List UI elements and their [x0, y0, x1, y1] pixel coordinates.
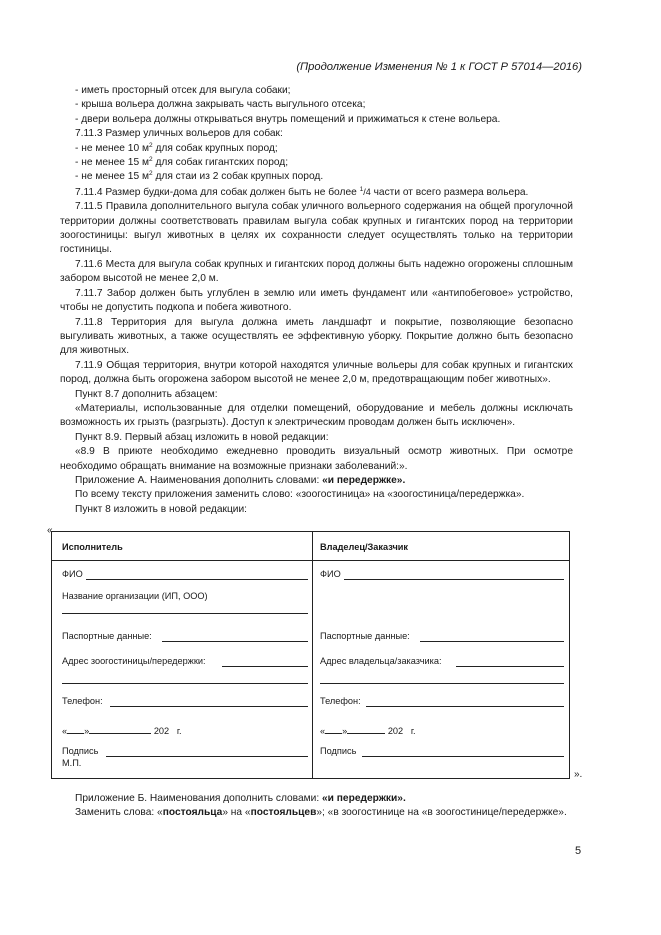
text-span: Приложение А. Наименования дополнить словами:: [75, 474, 323, 486]
superscript: 2: [148, 170, 153, 178]
paragraph: [60, 156, 573, 170]
paragraph: - иметь просторный отсек для выгула собаки;: [75, 85, 291, 96]
paragraph: 7.11.9 Общая территория, внутри которой находятся уличные вольеры для собак крупных и гигантских пород, должна быть огорожена забором высотой не менее 2,0 м, предотвращающим побег животных».: [60, 359, 573, 386]
header-divider: [52, 560, 569, 561]
document-body: [60, 84, 573, 517]
owner-passport-line[interactable]: [420, 641, 564, 642]
fraction-slash: /: [363, 186, 366, 197]
owner-passport-label: Паспортные данные:: [320, 631, 410, 641]
stamp-label: М.П.: [62, 758, 82, 768]
executor-sign-label: Подпись: [62, 746, 99, 756]
paragraph: Пункт 8.7 дополнить абзацем:: [75, 388, 218, 400]
paragraph: [60, 474, 573, 488]
year-text: 202: [387, 726, 404, 736]
text-span: для собак гигантских пород;: [152, 157, 289, 169]
document-header: (Продолжение Изменения № 1 к ГОСТ Р 57014—2016): [296, 61, 582, 73]
date-open-quote: «: [62, 726, 68, 736]
owner-fio-line[interactable]: [344, 579, 564, 580]
day-blank[interactable]: [67, 733, 84, 734]
executor-address-label: Адрес зоогостиницы/передержки:: [62, 656, 206, 666]
date-close-quote: »: [84, 726, 90, 736]
paragraph: 7.11.8 Территория для выгула должна иметь ландшафт и покрытие, позволяющие безопасно выгуливать животных, а также осуществлять ее эффективную уборку. Покрытие должно быть безопасно для животных.: [60, 316, 573, 357]
text-span: для собак крупных пород;: [152, 142, 278, 154]
owner-phone-label: Телефон:: [320, 696, 361, 706]
owner-address-line[interactable]: [456, 666, 564, 667]
text-span: части от всего размера вольера.: [370, 186, 529, 198]
text-span: - не менее 15 м: [75, 171, 149, 183]
year-text: 202: [153, 726, 170, 736]
text-span: 7.11.4 Размер будки-дома для собак должен быть не более: [75, 186, 360, 198]
executor-passport-label: Паспортные данные:: [62, 631, 152, 641]
day-blank[interactable]: [325, 733, 342, 734]
quote-open: «: [47, 525, 53, 536]
executor-org-label: Название организации (ИП, ООО): [62, 591, 208, 601]
text-span: » на «: [222, 807, 251, 819]
bold-text: постояльца: [162, 807, 223, 819]
text-span: для стаи из 2 собак крупных пород.: [152, 171, 324, 183]
paragraph: 7.11.5 Правила дополнительного выгула собак уличного вольерного содержания на общей прогулочной территории должны соответствовать правилам выгула собак крупных и гигантских пород на территории зоогостиницы: выгул животных в целях их сохранности следует осуществлять только на территории гостиницы.: [60, 201, 573, 256]
paragraph: Пункт 8.9. Первый абзац изложить в новой редакции:: [75, 431, 329, 443]
owner-address-line-2[interactable]: [320, 683, 564, 684]
executor-phone-label: Телефон:: [62, 696, 103, 706]
paragraph: - крыша вольера должна закрывать часть выгульного отсека;: [75, 99, 366, 111]
paragraph: [60, 185, 573, 200]
document-after-form: [60, 792, 573, 821]
year-suffix: г.: [410, 726, 416, 736]
owner-address-label: Адрес владельца/заказчика:: [320, 656, 442, 666]
paragraph: «8.9 В приюте необходимо ежедневно проводить визуальный осмотр животных. При осмотре необходимо обращать внимание на возможные признаки заболеваний:».: [60, 446, 573, 472]
executor-org-line[interactable]: [62, 613, 308, 614]
fraction-denominator: 4: [365, 186, 371, 197]
owner-date: [320, 726, 416, 736]
page-number: 5: [575, 845, 582, 857]
paragraph: [60, 170, 573, 184]
month-blank[interactable]: [89, 733, 151, 734]
executor-fio-label: ФИО: [62, 569, 83, 579]
superscript: 2: [148, 141, 153, 149]
fraction-numerator: 1: [359, 185, 364, 193]
owner-sign-label: Подпись: [320, 746, 357, 756]
paragraph: Пункт 8 изложить в новой редакции:: [75, 503, 248, 515]
paragraph: По всему тексту приложения заменить слово: «зоогостиница» на «зоогостиница/передержка».: [75, 489, 525, 501]
paragraph: 7.11.7 Забор должен быть углублен в землю или иметь фундамент или «антипобеговое» устройство, чтобы не допустить подкопа и побега животного.: [60, 287, 573, 314]
year-suffix: г.: [176, 726, 182, 736]
bold-text: «и передержке».: [322, 474, 406, 486]
quote-close: ».: [574, 769, 583, 780]
owner-phone-line[interactable]: [366, 706, 564, 707]
executor-phone-line[interactable]: [110, 706, 308, 707]
month-blank[interactable]: [347, 733, 385, 734]
owner-fio-label: ФИО: [320, 569, 341, 579]
text-span: Заменить слова: «: [75, 807, 163, 819]
paragraph: [60, 792, 573, 806]
date-close-quote: »: [342, 726, 348, 736]
executor-address-line-2[interactable]: [62, 683, 308, 684]
executor-address-line[interactable]: [222, 666, 308, 667]
paragraph: 7.11.6 Места для выгула собак крупных и гигантских пород должны быть надежно огорожены сплошным забором высотой не менее 2,0 м.: [60, 258, 573, 285]
paragraph: - двери вольера должны открываться внутрь помещений и прижиматься к стене вольера.: [75, 113, 501, 125]
paragraph: [60, 142, 573, 156]
bold-text: «и передержки».: [322, 793, 406, 804]
column-divider: [312, 532, 313, 778]
text-span: »; «в зоогостинице на «в зоогостинице/передержке».: [316, 807, 567, 819]
text-span: - не менее 15 м: [75, 157, 149, 169]
owner-heading: Владелец/Заказчик: [320, 542, 409, 552]
executor-sign-line[interactable]: [106, 756, 308, 757]
date-open-quote: «: [320, 726, 326, 736]
text-span: Приложение Б. Наименования дополнить словами:: [75, 793, 323, 804]
superscript: 2: [148, 156, 153, 164]
text-span: - не менее 10 м: [75, 142, 149, 154]
executor-passport-line[interactable]: [162, 641, 308, 642]
paragraph: [60, 806, 573, 820]
owner-sign-line[interactable]: [362, 756, 564, 757]
paragraph: «Материалы, использованные для отделки помещений, оборудование и мебель должны исключать возможность их грызть (разгрызть). Доступ к электрическим проводам должен быть исключен».: [60, 402, 573, 429]
bold-text: постояльцев: [250, 807, 317, 819]
contract-form-table: [51, 531, 570, 779]
executor-date: [62, 726, 182, 736]
executor-fio-line[interactable]: [86, 579, 308, 580]
paragraph: 7.11.3 Размер уличных вольеров для собак:: [75, 128, 283, 140]
executor-heading: Исполнитель: [62, 542, 123, 552]
